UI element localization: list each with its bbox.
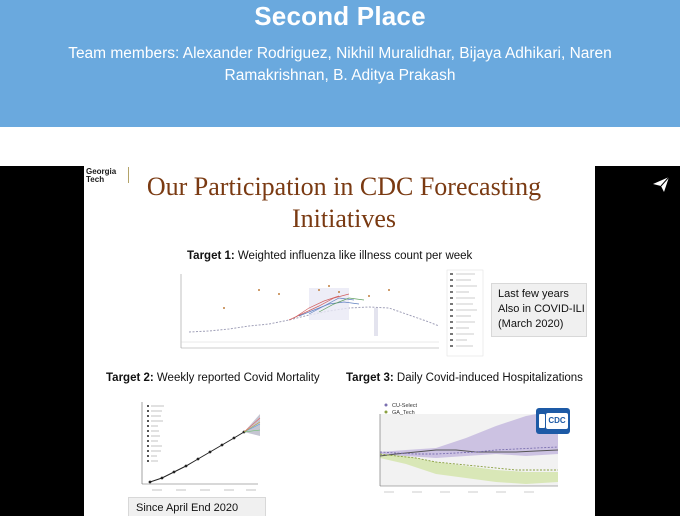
legend-ga-tech: GA_Tech (392, 410, 415, 416)
award-banner (0, 0, 680, 127)
target-2-text: Weekly reported Covid Mortality (153, 372, 320, 384)
award-title: Second Place (254, 1, 426, 31)
mortality-forecast-chart (128, 396, 278, 496)
target-1-heading (187, 250, 472, 262)
paper-plane-icon (648, 172, 674, 196)
target-2-prefix: Target 2: (106, 372, 154, 384)
cdc-logo-text: CDC (546, 413, 568, 429)
cdc-logo (536, 408, 570, 434)
slide-title: Our Participation in CDC Forecasting Initiatives (146, 172, 542, 233)
legend-cu-select: CU-Select (392, 403, 418, 409)
target-1-note (491, 283, 587, 337)
target-1-prefix: Target 1: (187, 250, 235, 262)
cdc-logo-mark (539, 414, 545, 428)
target-3-text: Daily Covid-induced Hospitalizations (393, 372, 583, 384)
logo-line-1: Georgia (86, 167, 117, 176)
share-button[interactable] (648, 172, 674, 196)
target-2-note: Since April End 2020 (128, 497, 266, 516)
target-3-prefix: Target 3: (346, 372, 394, 384)
logo-line-2: Tech (86, 175, 105, 184)
note-line-1: Last few years (498, 288, 569, 300)
ili-forecast-chart (169, 268, 485, 360)
georgia-tech-logo (86, 168, 116, 184)
note-line-2: Also in COVID-ILI (498, 303, 585, 315)
video-player[interactable] (0, 166, 680, 516)
team-members: Team members: Alexander Rodriguez, Nikhil Muralidhar, Bijaya Adhikari, Naren Ramakrishnan, B. Aditya Prakash (68, 45, 612, 84)
target-3-heading (346, 372, 583, 384)
note-line-3: (March 2020) (498, 318, 564, 330)
presentation-slide (84, 166, 595, 516)
logo-divider (128, 167, 129, 183)
target-2-heading (106, 372, 320, 384)
target-1-text: Weighted influenza like illness count per week (234, 250, 473, 262)
